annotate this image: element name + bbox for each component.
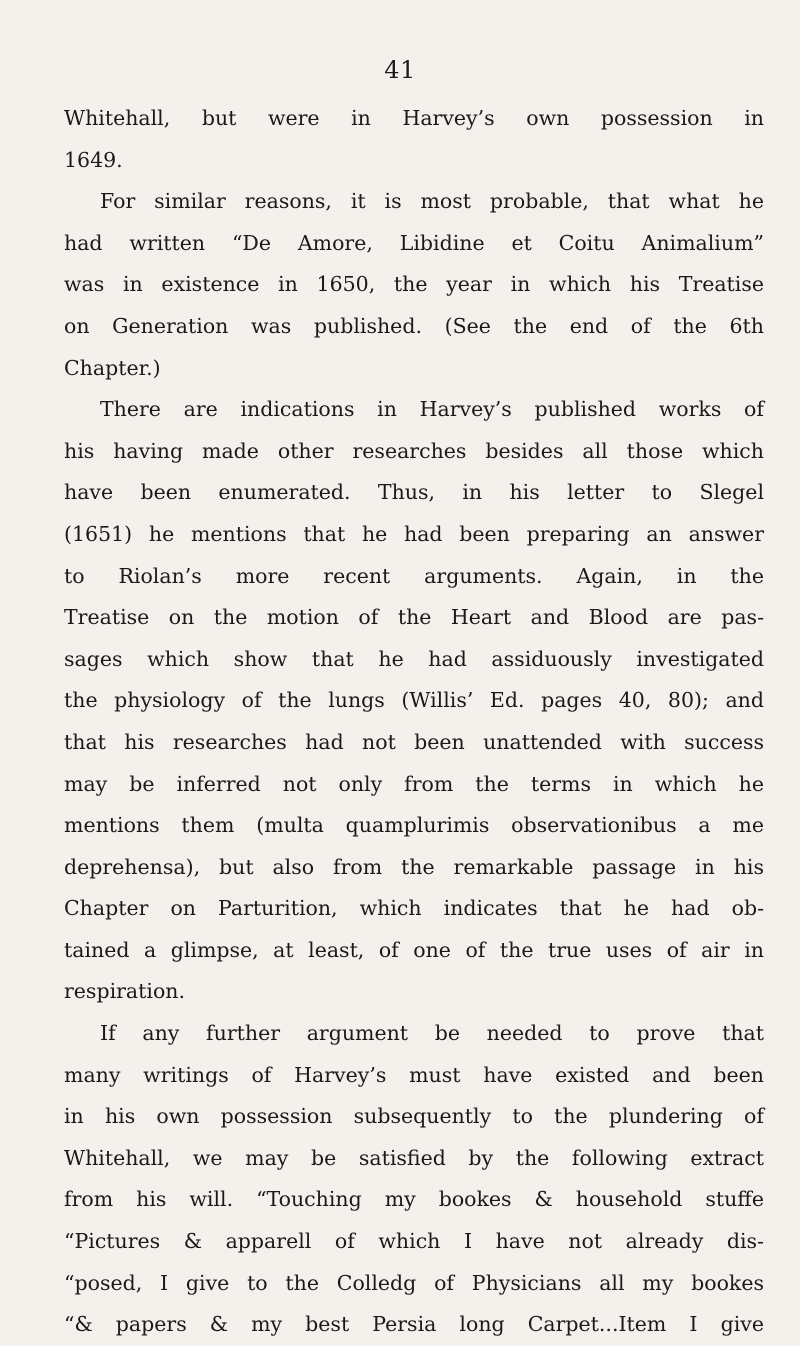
text-line: Chapter on Parturition, which indicates that he had ob- xyxy=(64,896,764,921)
text-line: “posed, I give to the Colledg of Physicians all my bookes xyxy=(64,1270,764,1295)
text-line: deprehensa), but also from the remarkable passage in his xyxy=(64,854,764,879)
text-line: If any further argument be needed to prove that xyxy=(100,1021,764,1046)
body-text xyxy=(64,98,764,1346)
text-line: the physiology of the lungs (Willis’ Ed. pages 40, 80); and xyxy=(64,688,764,713)
page-number: 41 xyxy=(384,56,416,84)
text-line: was in existence in 1650, the year in which his Treatise xyxy=(64,272,764,297)
text-line: Whitehall, we may be satisfied by the following extract xyxy=(64,1145,764,1170)
text-line: (1651) he mentions that he had been preparing an answer xyxy=(64,521,764,546)
text-line: may be inferred not only from the terms in which he xyxy=(64,771,764,796)
text-line: respiration. xyxy=(64,979,186,1004)
text-line: on Generation was published. (See the end of the 6th xyxy=(64,313,764,338)
text-line: his having made other researches besides all those which xyxy=(64,438,764,463)
text-line: many writings of Harvey’s must have existed and been xyxy=(64,1062,764,1087)
text-line: to Riolan’s more recent arguments. Again, in the xyxy=(64,563,764,588)
text-line: mentions them (multa quamplurimis observationibus a me xyxy=(64,813,764,838)
text-line: 1649. xyxy=(64,147,123,172)
text-line: Chapter.) xyxy=(64,355,161,380)
text-line: For similar reasons, it is most probable, that what he xyxy=(100,189,764,214)
text-line: Treatise on the motion of the Heart and Blood are pas- xyxy=(64,605,764,630)
text-line: have been enumerated. Thus, in his letter to Slegel xyxy=(64,480,764,505)
text-line: that his researches had not been unattended with success xyxy=(64,729,764,754)
text-line: There are indications in Harvey’s published works of xyxy=(100,397,764,422)
text-line: in his own possession subsequently to the plundering of xyxy=(64,1104,764,1129)
text-line: sages which show that he had assiduously investigated xyxy=(64,646,764,671)
text-line: “Pictures & apparell of which I have not already dis- xyxy=(64,1229,764,1254)
text-line: had written “De Amore, Libidine et Coitu Animalium” xyxy=(64,230,764,255)
text-line: Whitehall, but were in Harvey’s own possession in xyxy=(64,106,764,130)
text-line: tained a glimpse, at least, of one of the true uses of air in xyxy=(64,937,764,962)
text-line: “& papers & my best Persia long Carpet...Item I give xyxy=(64,1312,764,1337)
text-line: from his will. “Touching my bookes & household stuffe xyxy=(64,1187,764,1212)
